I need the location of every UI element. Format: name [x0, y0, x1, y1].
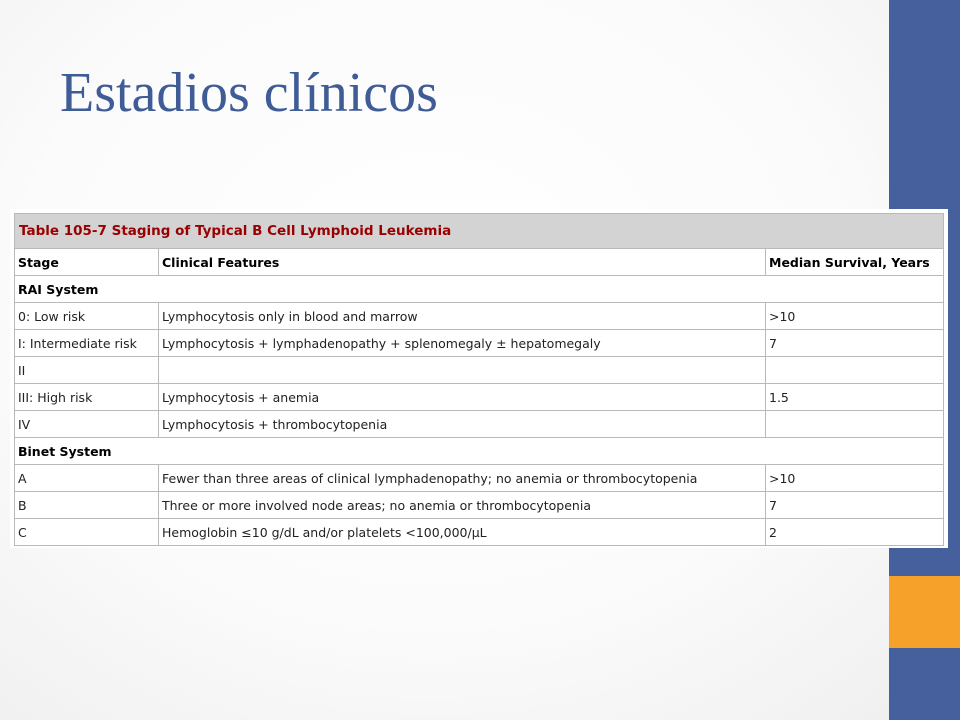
section-row-binet: [15, 438, 944, 465]
staging-table-body: [15, 214, 944, 546]
stage-cell: 0: Low risk: [15, 303, 159, 330]
stage-cell: B: [15, 492, 159, 519]
features-cell: Lymphocytosis + thrombocytopenia: [159, 411, 766, 438]
header-clinical-features: Clinical Features: [159, 249, 766, 276]
table-image-frame: [10, 209, 948, 548]
table-row: [15, 303, 944, 330]
survival-cell: 1.5: [766, 384, 944, 411]
features-cell: Lymphocytosis + lymphadenopathy + splenomegaly ± hepatomegaly: [159, 330, 766, 357]
header-median-survival: Median Survival, Years: [766, 249, 944, 276]
sidebar-blue-bottom: [889, 648, 960, 720]
survival-cell: 7: [766, 330, 944, 357]
section-row-rai: [15, 276, 944, 303]
survival-cell: 2: [766, 519, 944, 546]
features-cell: Fewer than three areas of clinical lymphadenopathy; no anemia or thrombocytopenia: [159, 465, 766, 492]
table-row: [15, 411, 944, 438]
section-title-binet: Binet System: [15, 438, 944, 465]
section-title-rai: RAI System: [15, 276, 944, 303]
table-row: [15, 330, 944, 357]
survival-cell: >10: [766, 465, 944, 492]
header-stage: Stage: [15, 249, 159, 276]
survival-cell: >10: [766, 303, 944, 330]
stage-cell: A: [15, 465, 159, 492]
table-row: [15, 384, 944, 411]
survival-cell: [766, 411, 944, 438]
table-header-row: [15, 249, 944, 276]
slide-title: Estadios clínicos: [60, 62, 438, 124]
staging-table: [14, 213, 944, 546]
survival-cell: [766, 357, 944, 384]
features-cell: Three or more involved node areas; no anemia or thrombocytopenia: [159, 492, 766, 519]
features-cell: Hemoglobin ≤10 g/dL and/or platelets <100,000/µL: [159, 519, 766, 546]
table-row: [15, 492, 944, 519]
survival-cell: 7: [766, 492, 944, 519]
table-row: [15, 465, 944, 492]
table-row: [15, 357, 944, 384]
features-cell: [159, 357, 766, 384]
stage-cell: IV: [15, 411, 159, 438]
features-cell: Lymphocytosis + anemia: [159, 384, 766, 411]
table-caption: Table 105-7 Staging of Typical B Cell Lymphoid Leukemia: [15, 214, 944, 249]
table-row: [15, 519, 944, 546]
stage-cell: I: Intermediate risk: [15, 330, 159, 357]
stage-cell: II: [15, 357, 159, 384]
table-caption-row: [15, 214, 944, 249]
features-cell: Lymphocytosis only in blood and marrow: [159, 303, 766, 330]
stage-cell: C: [15, 519, 159, 546]
sidebar-orange-accent: [889, 576, 960, 648]
stage-cell: III: High risk: [15, 384, 159, 411]
